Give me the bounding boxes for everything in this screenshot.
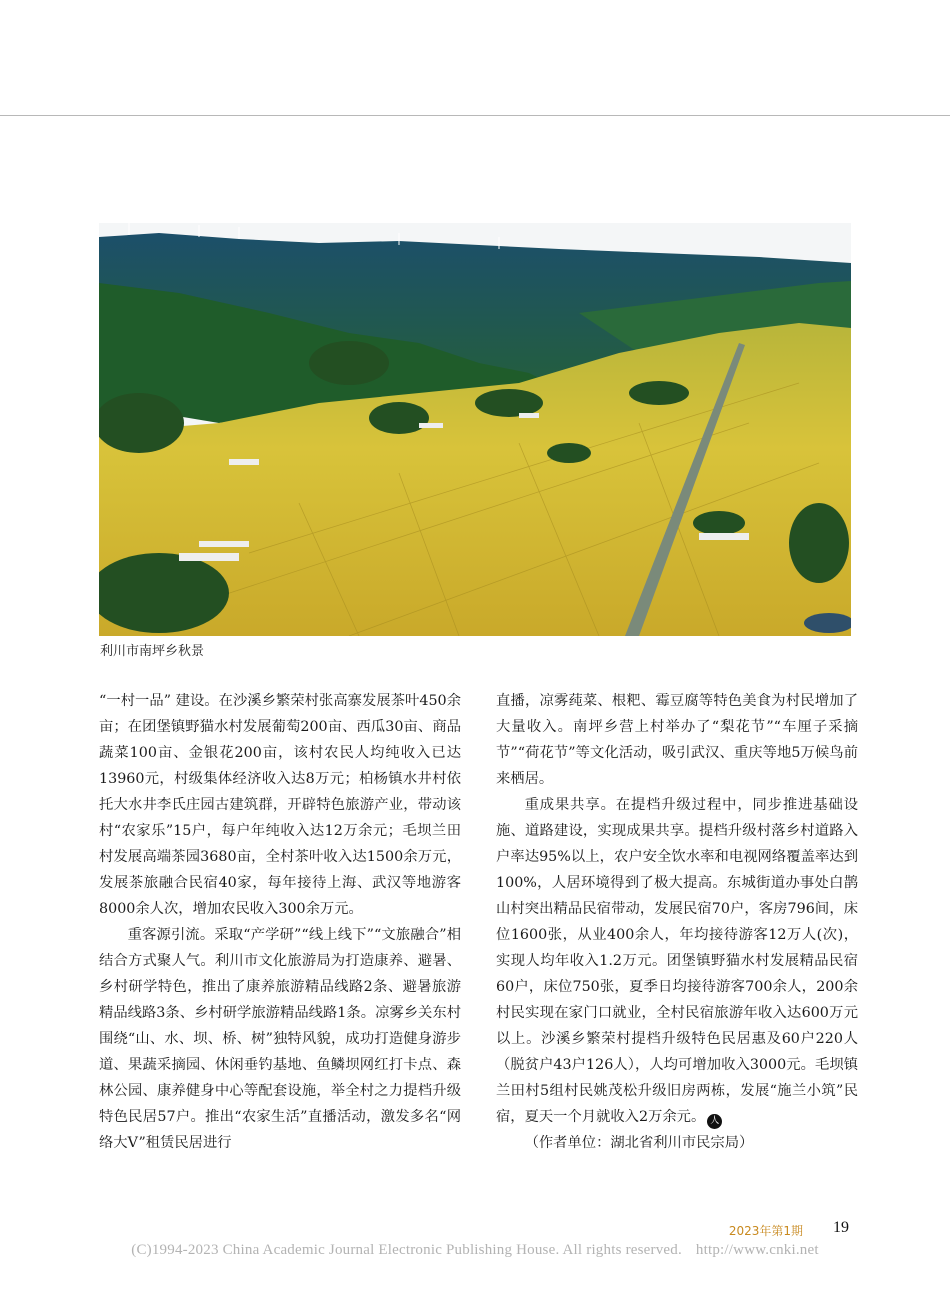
- paragraph-text: 重成果共享。在提档升级过程中，同步推进基础设施、道路建设，实现成果共享。提档升级村落乡村道路入户率达95%以上，农户安全饮水率和电视网络覆盖率达到100%，人居环境得到了极大提高。东城街道办事处白鹊山村突出精品民宿带动，发展民宿70户，客房796间，床位1600张，从业400余人，年均接待游客12万人(次)，实现人均年收入1.2万元。团堡镇野猫水村发展精品民宿60户，床位750张，夏季日均接待游客700余人，200余村民实现在家门口就业，全村民宿旅游年收入达600万元以上。沙溪乡繁荣村提档升级特色民居惠及60户220人（脱贫户43户126人），人均可增加收入3000元。毛坝镇兰田村5组村民姚茂松升级旧房两栋，发展“施兰小筑”民宿，夏天一个月就收入2万余元。: [496, 797, 858, 1125]
- author-affiliation: （作者单位：湖北省利川市民宗局）: [524, 1135, 754, 1151]
- copyright-text: (C)1994-2023 China Academic Journal Electronic Publishing House. All rights reserved.: [131, 1242, 682, 1258]
- right-column: [496, 688, 858, 1156]
- copyright-notice: [0, 1242, 950, 1259]
- header-rule: [0, 115, 950, 116]
- paragraph: [496, 792, 858, 1130]
- article-end-icon: 人: [707, 1114, 722, 1129]
- paragraph: “一村一品” 建设。在沙溪乡繁荣村张高寨发展茶叶450余亩；在团堡镇野猫水村发展葡萄200亩、西瓜30亩、商品蔬菜100亩、金银花200亩，该村农民人均纯收入已达13960元，村级集体经济收入达8万元；柏杨镇水井村依托大水井李氏庄园古建筑群，开辟特色旅游产业，带动该村“农家乐”15户，每户年纯收入达12万余元；毛坝兰田村发展高端茶园3680亩，全村茶叶收入达1500余万元，发展茶旅融合民宿40家，每年接待上海、武汉等地游客8000余人次，增加农民收入300余万元。: [99, 693, 461, 917]
- page-number: 19: [833, 1219, 849, 1236]
- paragraph: 直播，凉雾莼菜、根粑、霉豆腐等特色美食为村民增加了大量收入。南坪乡营上村举办了“梨花节”“车厘子采摘节”“荷花节”等文化活动，吸引武汉、重庆等地5万候鸟前来栖居。: [496, 693, 858, 787]
- landscape-illustration: [99, 223, 851, 636]
- landscape-photo: [99, 223, 851, 636]
- cnki-link[interactable]: http://www.cnki.net: [695, 1242, 819, 1258]
- left-column: [99, 688, 461, 1156]
- issue-label: 2023年第1期: [728, 1224, 803, 1238]
- photo-caption: 利川市南坪乡秋景: [100, 644, 205, 659]
- paragraph: 重客源引流。采取“产学研”“线上线下”“文旅融合”相结合方式聚人气。利川市文化旅游局为打造康养、避暑、乡村研学特色，推出了康养旅游精品线路2条、避暑旅游精品线路3条、乡村研学旅游精品线路1条。凉雾乡关东村围绕“山、水、坝、桥、树”独特风貌，成功打造健身游步道、果蔬采摘园、休闲垂钓基地、鱼鳞坝网红打卡点、森林公园、康养健身中心等配套设施，举全村之力提档升级特色民居57户。推出“农家生活”直播活动，激发多名“网络大V”租赁民居进行: [99, 927, 461, 1151]
